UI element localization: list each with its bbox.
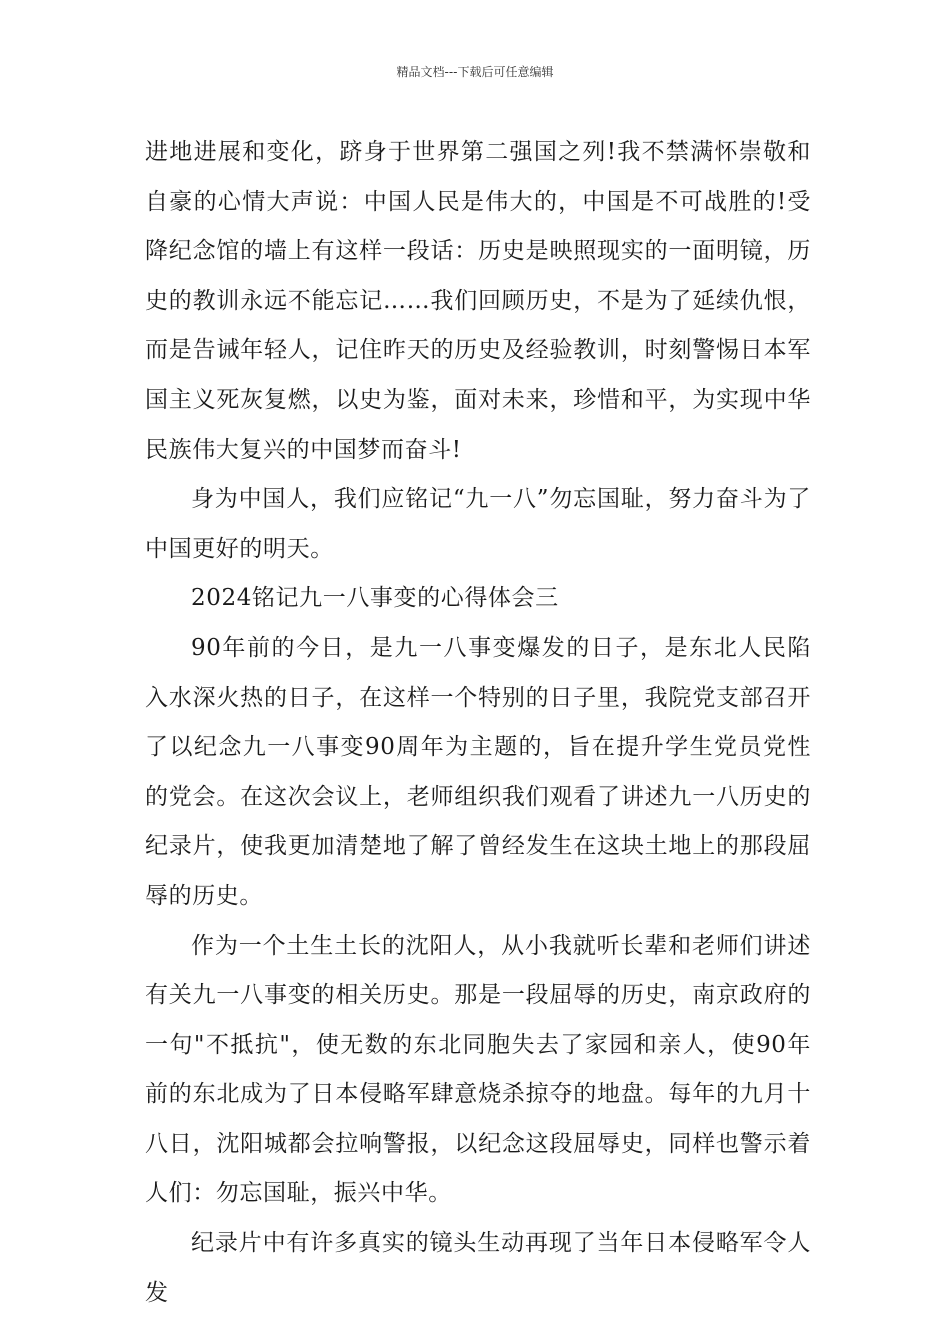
page-header: 精品文档---下载后可任意编辑 (396, 65, 554, 79)
paragraph: 身为中国人，我们应铭记“九一八”勿忘国耻，努力奋斗为了中国更好的明天。 (145, 486, 811, 562)
document-body (145, 128, 811, 1318)
paragraph-continued: 进地进展和变化，跻身于世界第二强国之列!我不禁满怀崇敬和自豪的心情大声说：中国人民是伟大的，中国是不可战胜的!受降纪念馆的墙上有这样一段话：历史是映照现实的一面明镜，历史的教训永远不能忘记……我们回顾历史，不是为了延续仇恨，而是告诫年轻人，记住昨天的历史及经验教训，时刻警惕日本军国主义死灰复燃，以史为鉴，面对未来，珍惜和平，为实现中华民族伟大复兴的中国梦而奋斗! (145, 139, 811, 463)
section-heading: 2024铭记九一八事变的心得体会三 (191, 585, 559, 612)
paragraph: 作为一个土生土长的沈阳人，从小我就听长辈和老师们讲述有关九一八事变的相关历史。那是一段屈辱的历史，南京政府的一句"不抵抗"，使无数的东北同胞失去了家园和亲人，使90年前的东北成为了日本侵略军肆意烧杀掠夺的地盘。每年的九月十八日，沈阳城都会拉响警报，以纪念这段屈辱史，同样也警示着人们：勿忘国耻，振兴中华。 (145, 932, 811, 1207)
paragraph: 90年前的今日，是九一八事变爆发的日子，是东北人民陷入水深火热的日子，在这样一个特别的日子里，我院党支部召开了以纪念九一八事变90周年为主题的，旨在提升学生党员党性的党会。在这次会议上，老师组织我们观看了讲述九一八历史的纪录片，使我更加清楚地了解了曾经发生在这块土地上的那段屈辱的历史。 (145, 634, 811, 909)
paragraph: 纪录片中有许多真实的镜头生动再现了当年日本侵略军令人发 (145, 1230, 811, 1306)
